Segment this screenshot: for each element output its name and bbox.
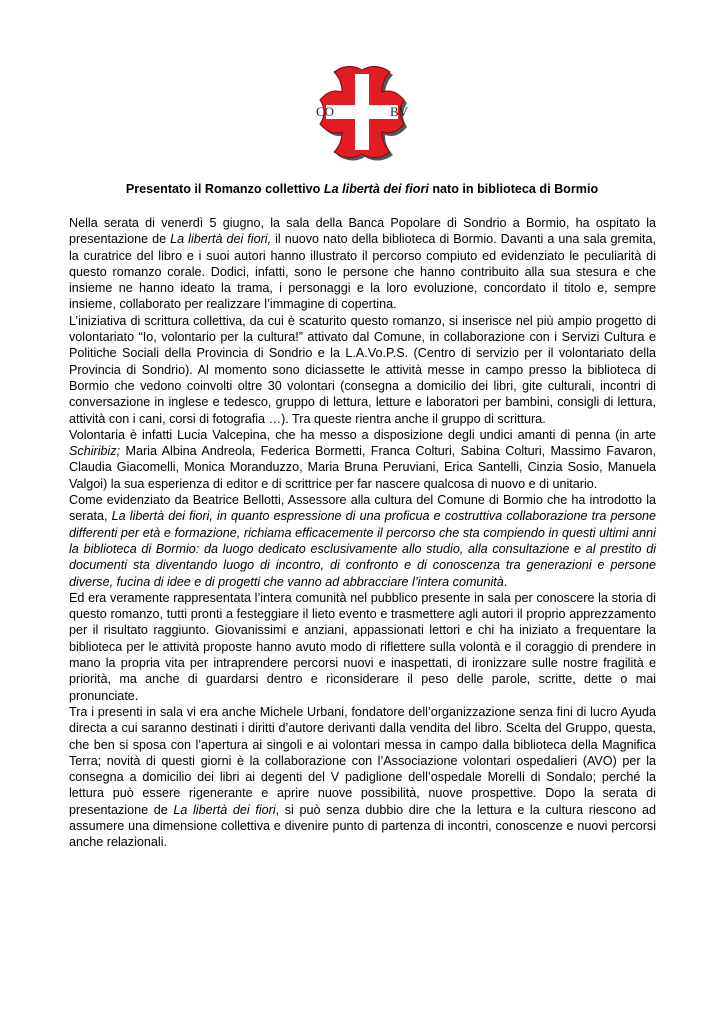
text-run: . — [503, 574, 508, 589]
document-title — [60, 181, 664, 197]
article-paragraph — [69, 215, 656, 313]
article-paragraph — [69, 492, 656, 590]
article-body — [69, 215, 656, 851]
italic-text-run: La libertà dei fiori, — [170, 232, 272, 247]
text-run: Ed era veramente rappresentata l’intera comunità nel pubblico presente in sala per conoscere la storia di questo romanzo, tutti pronti a festeggiare il lieto evento e trasmettere agli autori il proprio apprezzamento per il risultato raggiunto. Giovanissimi e anziani, appassionati lettori e chi ha iniziato a frequentare la biblioteca per le attività proposte hanno avuto modo di riflettere sulla volontà e il coraggio di prendere in mano la propria vita per intraprendere percorsi nuovi e inaspettati, di ironizzare sulle nostre fragilità e priorità, ma anche di guardarsi dentro e riconsiderare il peso delle parole, scritte, dette o mai pronunciate. — [69, 590, 656, 703]
svg-text:BV: BV — [390, 104, 409, 119]
text-run: , si può senza dubbio dire che la lettura e la cultura riescono ad assumere una dimensione collettiva e divenire punto di partenza di incontri, conoscenze e nuovi percorsi anche relazionali. — [69, 802, 656, 850]
cobv-logo — [312, 62, 412, 162]
text-run: L’iniziativa di scrittura collettiva, da cui è scaturito questo romanzo, si inserisce nel più ampio progetto di volontariato “Io, volontario per la cultura!” attivato dal Comune, in collaborazione con i Servizi Cultura e Politiche Sociali della Provincia di Sondrio e la L.A.Vo.P.S. (Centro di servizio per il volontariato della Provincia di Sondrio). Al momento sono diciassette le attività messe in campo presso la biblioteca di Bormio che vedono coinvolti oltre 30 volontari (consegna a domicilio dei libri, gite culturali, incontri di conversazione in inglese e tedesco, gruppo di lettura, letture e laboratori per bambini, consigli di lettura, attività con i cani, corsi di fotografia …). Tra queste rientra anche il gruppo di scrittura. — [69, 313, 656, 426]
italic-text-run: Schiribiz; — [69, 444, 121, 459]
italic-text-run: La libertà dei fiori, in quanto espressione di una proficua e costruttiva collaborazione tra persone differenti per età e formazione, richiama efficacemente il percorso che sta compiendo in questi ultimi anni la biblioteca di Bormio: da luogo dedicato esclusivamente allo studio, alla consultazione e al prestito di documenti sta diventando luogo di incontro, di confronto e di conoscenza tra generazioni e persone diverse, fucina di idee e di progetti che vanno ad abbracciare l’intera comunità — [69, 509, 657, 589]
text-run: Volontaria è infatti Lucia Valcepina, che ha messo a disposizione degli undici amanti di penna (in arte — [69, 427, 656, 442]
text-run: il nuovo nato della biblioteca di Bormio. Davanti a una sala gremita, la curatrice del libro e i suoi autori hanno illustrato il percorso compiuto ed evidenziato le peculiarità di questo romanzo corale. Dodici, infatti, sono le persone che hanno contribuito alla sua stesura e che insieme ne hanno ideato la trama, i personaggi e la loro evoluzione, concordato il titolo e, sempre insieme, collaborato per realizzare l’immagine di copertina. — [69, 232, 657, 312]
text-run: Maria Albina Andreola, Federica Bormetti, Franca Colturi, Sabina Colturi, Massimo Favaron, Claudia Giacomelli, Monica Moranduzzo, Maria Bruna Peruviani, Erica Santelli, Cinzia Sosio, Manuela Valgoi) la sua esperienza di editor e di scrittrice per far nascere qualcosa di nuovo e di unitario. — [69, 444, 656, 491]
title-part-2: nato in biblioteca di Bormio — [428, 182, 599, 196]
article-paragraph — [69, 590, 656, 704]
title-part-1: Presentato il Romanzo collettivo — [125, 182, 324, 196]
article-paragraph — [69, 313, 656, 427]
article-paragraph — [69, 704, 656, 851]
text-run: Come evidenziato da Beatrice Bellotti, Assessore alla cultura del Comune di Bormio che ha introdotto la serata, — [69, 493, 656, 524]
text-run: Tra i presenti in sala vi era anche Michele Urbani, fondatore dell’organizzazione senza fini di lucro Ayuda directa a cui saranno destinati i diritti d’autore derivanti dalla vendita del libro. Scelta del Gruppo, questa, che ben si sposa con l’apertura ai singoli e ai volontari messa in campo dalla biblioteca della Magnifica Terra; novità di questi giorni è la collaborazione con l’Associazione volontari ospedalieri (AVO) per la consegna a domicilio dei libri ai degenti del V padiglione dell’ospedale Morelli di Sondalo; perché la lettura può essere rigenerante e aprire nuove possibilità, nuove prospettive. Dopo la serata di presentazione de — [69, 704, 656, 817]
title-book-name: La libertà dei fiori — [323, 182, 429, 196]
article-paragraph — [69, 427, 656, 492]
svg-text:CO: CO — [316, 104, 335, 119]
text-run: Nella serata di venerdì 5 giugno, la sala della Banca Popolare di Sondrio a Bormio, ha ospitato la presentazione de — [69, 216, 656, 247]
italic-text-run: La libertà dei fiori — [173, 802, 276, 817]
